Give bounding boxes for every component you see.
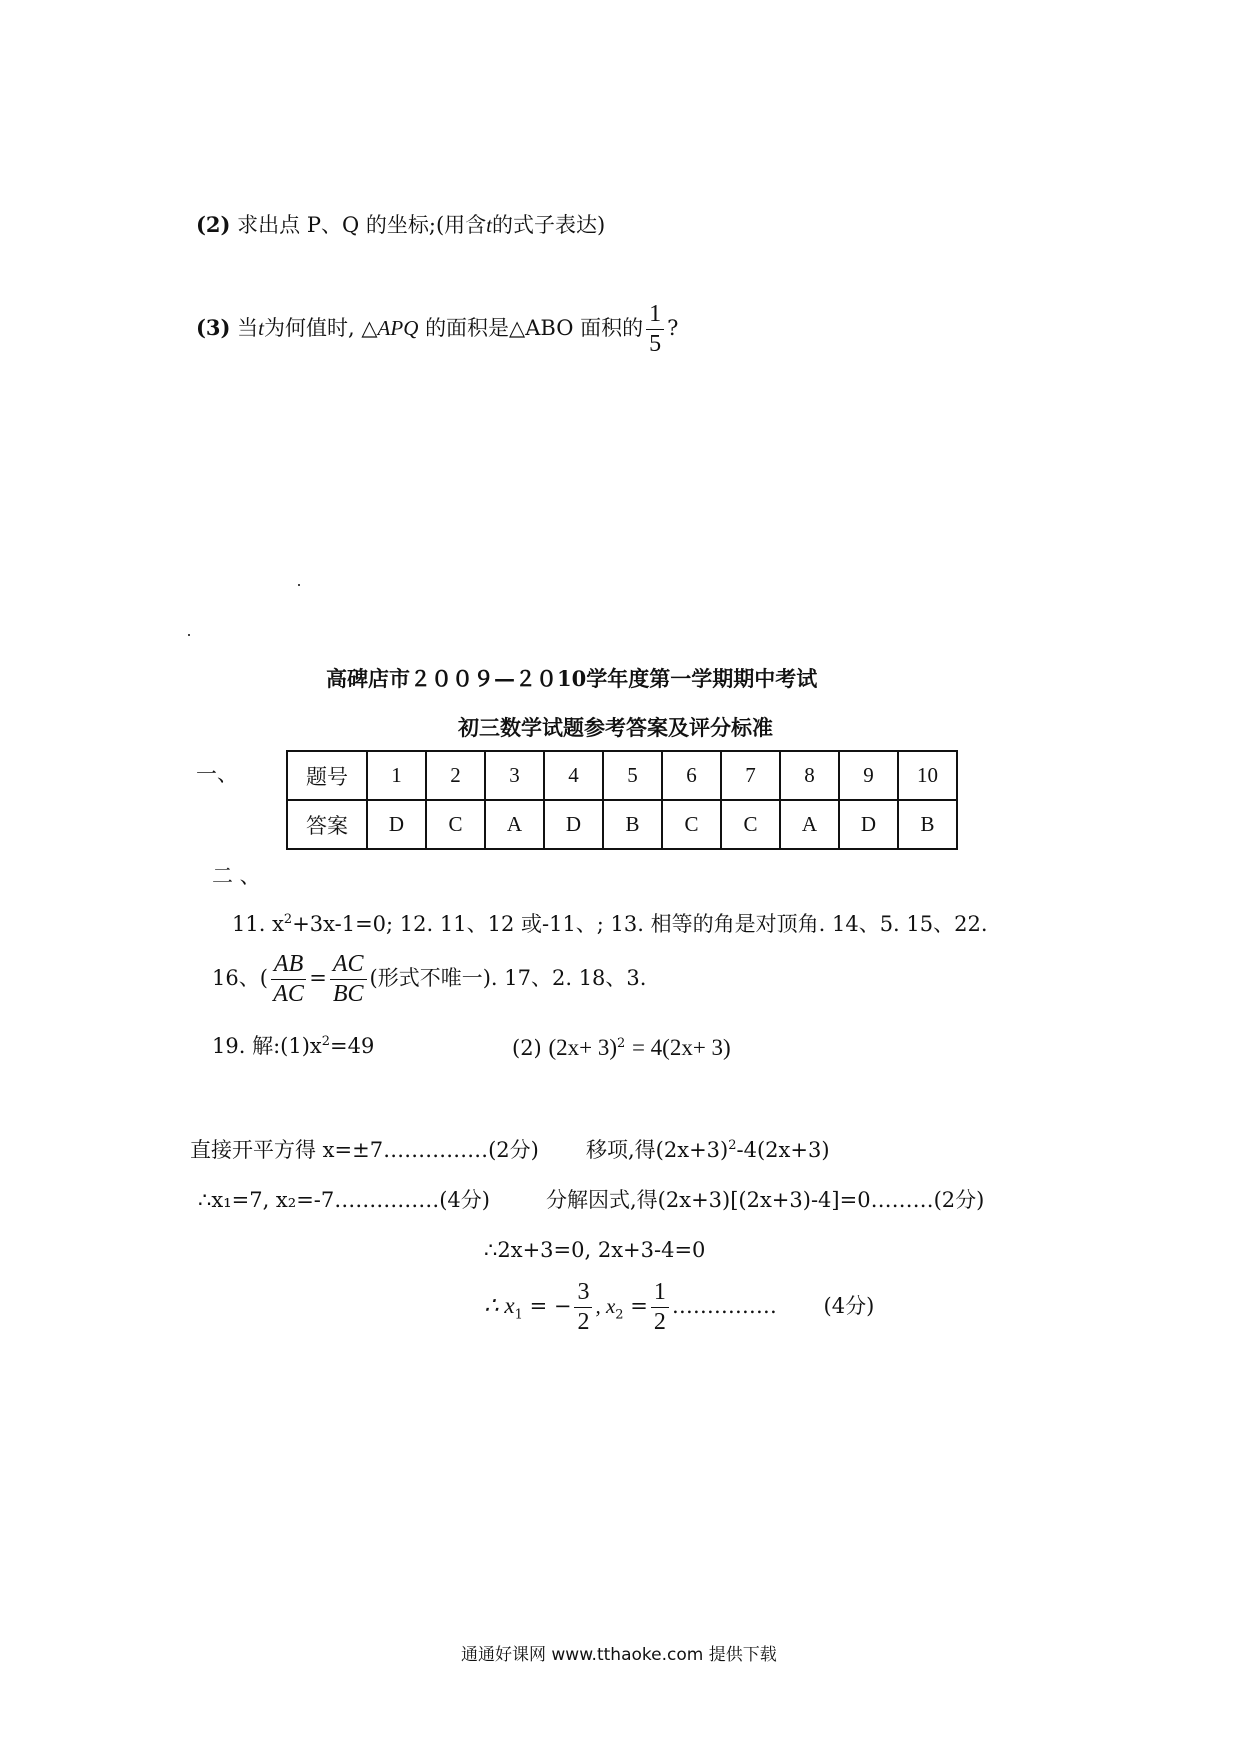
table-cell: C <box>721 800 780 849</box>
solution-4-sub1: 1 <box>514 1307 523 1323</box>
table-cell: C <box>662 800 721 849</box>
solution-right-2: 分解因式,得(2x+3)[(2x+3)-4]=0………(2分) <box>546 1188 985 1212</box>
table-cell: A <box>780 800 839 849</box>
table-cell: 2 <box>426 751 485 800</box>
fraction-one-fifth <box>646 302 664 357</box>
solution-3: ∴2x+3=0, 2x+3-4=0 <box>484 1238 706 1262</box>
solution-4 <box>484 1280 874 1335</box>
page-footer: 通通好课网 www.tthaoke.com 提供下载 <box>461 1645 777 1665</box>
solution-right-1-sup: 2 <box>728 1138 737 1153</box>
answer-line-11-sup: 2 <box>283 912 293 927</box>
solution-4-c: , x <box>595 1294 616 1319</box>
solution-right-1 <box>586 1138 830 1163</box>
table-row <box>287 800 957 849</box>
answer-key-title: 高碑店市２００９—２０10学年度第一学期期中考试 <box>326 666 818 691</box>
table-cell: 3 <box>485 751 544 800</box>
question-2-var: t <box>486 213 492 237</box>
answer-key-subtitle: 初三数学试题参考答案及评分标准 <box>458 715 773 740</box>
table-cell: 5 <box>603 751 662 800</box>
fraction-numerator: AB <box>271 952 306 980</box>
answer-table <box>286 750 958 850</box>
table-cell: B <box>603 800 662 849</box>
question-3-number: (3) <box>196 315 231 341</box>
solution-4-d: = <box>630 1294 648 1319</box>
equals-sign: = <box>309 966 327 991</box>
section-1-label: 一、 <box>196 762 238 786</box>
answer-line-19 <box>212 1034 374 1059</box>
table-cell: 8 <box>780 751 839 800</box>
question-3-text-b: 为何值时, <box>264 316 355 341</box>
solution-right-1-b: -4(2x+3) <box>736 1138 830 1162</box>
solution-4-b: = − <box>529 1294 572 1319</box>
answer-line-19-d: (2x+ 3) <box>548 1035 617 1060</box>
table-header-answer: 答案 <box>287 800 367 849</box>
fraction-ab-over-ac <box>271 952 306 1007</box>
table-cell: C <box>426 800 485 849</box>
fraction-numerator: 3 <box>574 1280 592 1308</box>
fraction-numerator: AC <box>330 952 367 980</box>
table-cell: A <box>485 800 544 849</box>
question-3-text-c: 的面积是△ABO 面积的 <box>425 316 644 341</box>
answer-line-16 <box>212 952 646 1007</box>
fraction-denominator: AC <box>273 981 304 1008</box>
solution-4-score: (4分) <box>823 1294 875 1319</box>
solution-4-a: ∴ x <box>484 1293 515 1319</box>
table-cell: 6 <box>662 751 721 800</box>
solution-right-1-a: 移项,得(2x+3) <box>586 1138 729 1162</box>
answer-line-16-b: (形式不唯一). 17、2. 18、3. <box>369 966 647 991</box>
question-2-text-b: 的式子表达) <box>491 213 606 237</box>
solution-4-sub2: 2 <box>615 1307 624 1323</box>
solution-4-dots: …………… <box>671 1294 777 1319</box>
answer-line-19-part2 <box>512 1034 731 1062</box>
question-3-text-a: 当 <box>237 316 259 341</box>
fraction-three-halves <box>574 1280 592 1335</box>
fraction-denominator: 5 <box>649 331 662 358</box>
triangle-symbol: △ <box>361 316 378 341</box>
question-2 <box>196 212 605 238</box>
answer-line-19-b: =49 <box>330 1034 375 1058</box>
fraction-denominator: BC <box>332 981 364 1008</box>
table-cell: D <box>367 800 426 849</box>
answer-line-11-a: 11. x <box>232 912 284 936</box>
answer-line-19-sup: 2 <box>321 1034 331 1049</box>
question-3 <box>196 302 678 357</box>
table-cell: 4 <box>544 751 603 800</box>
fraction-one-half <box>651 1280 669 1335</box>
scan-dot <box>298 584 300 586</box>
question-3-var: t <box>258 316 265 341</box>
fraction-denominator: 2 <box>653 1309 666 1336</box>
answer-line-19-a: 19. 解:(1)x <box>212 1034 322 1058</box>
answer-line-19-e: = 4(2x+ 3) <box>631 1035 731 1060</box>
fraction-ac-over-bc <box>330 952 367 1007</box>
table-cell: B <box>898 800 957 849</box>
table-cell: 10 <box>898 751 957 800</box>
solution-left-2: ∴x₁=7, x₂=-7……………(4分) <box>198 1188 490 1212</box>
table-cell: 7 <box>721 751 780 800</box>
answer-line-11 <box>232 912 988 937</box>
table-cell: D <box>544 800 603 849</box>
answer-line-11-b: +3x-1=0; 12. 11、12 或-11、; 13. 相等的角是对顶角. 14、5. 15、22. <box>292 912 988 936</box>
fraction-numerator: 1 <box>646 302 664 330</box>
section-2-label: 二 、 <box>212 864 261 888</box>
apq-label: APQ <box>377 316 419 341</box>
table-cell: 9 <box>839 751 898 800</box>
answer-line-16-a: 16、( <box>212 966 268 991</box>
table-row <box>287 751 957 800</box>
table-cell: D <box>839 800 898 849</box>
answer-line-19-sup2: 2 <box>616 1036 626 1051</box>
answer-line-19-c: (2) <box>512 1036 542 1060</box>
table-cell: 1 <box>367 751 426 800</box>
question-3-text-d: ? <box>667 316 679 341</box>
fraction-denominator: 2 <box>577 1309 590 1336</box>
scan-dot <box>188 634 190 636</box>
table-header-question-number: 题号 <box>287 751 367 800</box>
question-2-number: (2) <box>196 212 231 237</box>
fraction-numerator: 1 <box>651 1280 669 1308</box>
solution-left-1: 直接开平方得 x=±7……………(2分) <box>190 1138 539 1162</box>
question-2-text-a: 求出点 P、Q 的坐标;(用含 <box>237 213 487 237</box>
